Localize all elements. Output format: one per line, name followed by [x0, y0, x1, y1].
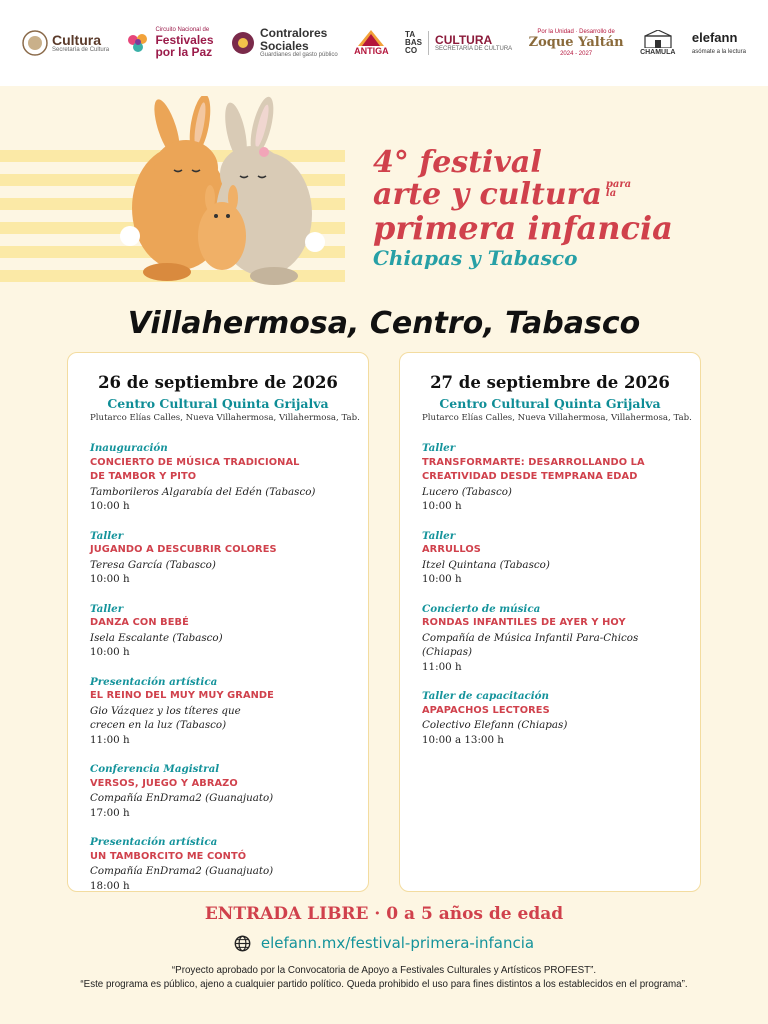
- event-time: 10:00 h: [422, 573, 462, 585]
- event-item: [90, 441, 346, 514]
- antiga-triangle-icon: [358, 30, 384, 46]
- event-item: [90, 675, 346, 748]
- event-performer-cont: crecen en la luz (Tabasco): [90, 719, 227, 731]
- event-item: [90, 602, 346, 660]
- event-title: ARRULLOS: [422, 544, 481, 555]
- event-item: [422, 529, 678, 587]
- event-item: [90, 835, 346, 893]
- free-entry-notice: ENTRADA LIBRE · 0 a 5 años de edad: [204, 904, 564, 924]
- event-performer: Compañía de Música Infantil Para-Chicos (Chiapas): [422, 631, 639, 658]
- event-time: 18:00 h: [90, 879, 130, 892]
- event-title: VERSOS, JUEGO Y ABRAZO: [90, 777, 238, 789]
- event-item: [90, 762, 346, 820]
- event-category: Taller: [90, 602, 124, 615]
- venue-address: Plutarco Elías Calles, Nueva Villahermosa, Villahermosa, Tab.: [422, 413, 692, 423]
- city-heading: Villahermosa, Centro, Tabasco: [127, 306, 641, 341]
- event-item: [422, 441, 678, 514]
- cultura-seal-icon: [22, 30, 48, 56]
- event-time: 17:00 h: [90, 806, 130, 819]
- event-category: Taller: [90, 529, 124, 542]
- venue-name: Centro Cultural Quinta Grijalva: [107, 396, 329, 411]
- event-title: DANZA CON BEBÉ: [90, 617, 189, 628]
- event-time: 10:00 h: [422, 500, 462, 512]
- logo-tabasco-cultura: TA BAS CO CULTURA SECRETARÍA DE CULTURA: [405, 30, 513, 55]
- day-card-2: [399, 352, 701, 892]
- footer-disclaimer: “Proyecto aprobado por la Convocatoria de Apoyo a Festivales Culturales y Artísticos PROFEST”. “Este programa es público, ajeno a cualquier partido político. Queda prohibido el uso para fines distintos a los establecidos en el programa”.: [80, 965, 688, 990]
- event-category: Taller: [422, 529, 456, 542]
- event-performer: Teresa García (Tabasco): [90, 558, 216, 571]
- event-performer: Compañía EnDrama2 (Guanajuato): [90, 792, 274, 804]
- day-card-1: [67, 352, 369, 892]
- logo-antiga: ANTIGA: [354, 30, 389, 56]
- event-item: [422, 689, 678, 747]
- event-title: APAPACHOS LECTORES: [422, 704, 550, 716]
- event-title-cont: DE TAMBOR Y PITO: [90, 471, 197, 482]
- logo-cultura: Cultura Secretaría de Cultura: [22, 30, 109, 56]
- bunny-family-illustration: [112, 96, 332, 288]
- event-title: CONCIERTO DE MÚSICA TRADICIONAL: [90, 456, 300, 468]
- event-time: 10:00 h: [90, 500, 130, 512]
- sponsor-logo-bar: [0, 0, 768, 86]
- event-category: Concierto de música: [422, 602, 541, 615]
- festival-flower-icon: [125, 30, 151, 56]
- website-link[interactable]: elefann.mx/festival-primera-infancia: [260, 934, 535, 952]
- event-category: Taller de capacitación: [422, 690, 550, 702]
- event-item: [90, 529, 346, 587]
- event-title: TRANSFORMARTE: DESARROLLANDO LA: [422, 456, 645, 468]
- event-category: Conferencia Magistral: [90, 763, 220, 775]
- event-list: [90, 441, 346, 893]
- festival-title: 4° festival arte y cultura para la primera infancia Chiapas y Tabasco: [373, 145, 673, 270]
- church-icon: [643, 30, 673, 48]
- event-performer: Itzel Quintana (Tabasco): [422, 558, 550, 571]
- venue-address: Plutarco Elías Calles, Nueva Villahermosa, Villahermosa, Tab.: [90, 413, 360, 423]
- event-performer: Gio Vázquez y los títeres que: [90, 704, 241, 717]
- event-performer: Lucero (Tabasco): [422, 485, 512, 498]
- logo-contralores-sociales: Contralores Sociales Guardianes del gasto público: [230, 27, 338, 58]
- logo-elefann: elefann asómate a la lectura: [691, 30, 746, 55]
- website-row[interactable]: [0, 934, 768, 952]
- event-category: Presentación artística: [90, 836, 218, 848]
- event-performer: Compañía EnDrama2 (Guanajuato): [90, 865, 274, 877]
- globe-icon: [234, 935, 251, 952]
- event-category: Presentación artística: [90, 675, 218, 688]
- logo-chamula: CHAMULA: [640, 30, 675, 56]
- event-item: [422, 602, 678, 675]
- event-category: Inauguración: [90, 442, 168, 454]
- event-title: EL REINO DEL MUY MUY GRANDE: [90, 690, 274, 701]
- logo-zoque-yaltan: Por la Unidad · Desarrollo de Zoque Yaltán 2024 - 2027: [528, 28, 624, 57]
- event-category: Taller: [422, 442, 456, 454]
- event-time: 11:00 h: [90, 733, 130, 746]
- event-time: 10:00 a 13:00 h: [422, 733, 504, 746]
- event-title: JUGANDO A DESCUBRIR COLORES: [90, 544, 277, 555]
- event-performer: Tamborileros Algarabía del Edén (Tabasco): [90, 485, 316, 498]
- event-performer: Isela Escalante (Tabasco): [90, 631, 223, 644]
- logo-festivales-por-la-paz: Circuito Nacional de Festivales por la Paz: [125, 27, 213, 58]
- day-date: 27 de septiembre de 2026: [430, 373, 670, 392]
- contralores-icon: [230, 30, 256, 56]
- event-time: 10:00 h: [90, 573, 130, 585]
- event-performer: Colectivo Elefann (Chiapas): [422, 719, 568, 731]
- event-title: RONDAS INFANTILES DE AYER Y HOY: [422, 617, 626, 628]
- event-title: UN TAMBORCITO ME CONTÓ: [90, 850, 247, 862]
- event-time: 10:00 h: [90, 646, 130, 658]
- event-title-cont: CREATIVIDAD DESDE TEMPRANA EDAD: [422, 471, 638, 482]
- venue-name: Centro Cultural Quinta Grijalva: [439, 396, 661, 411]
- event-list: [422, 441, 678, 747]
- day-date: 26 de septiembre de 2026: [98, 373, 338, 392]
- event-time: 11:00 h: [422, 660, 462, 673]
